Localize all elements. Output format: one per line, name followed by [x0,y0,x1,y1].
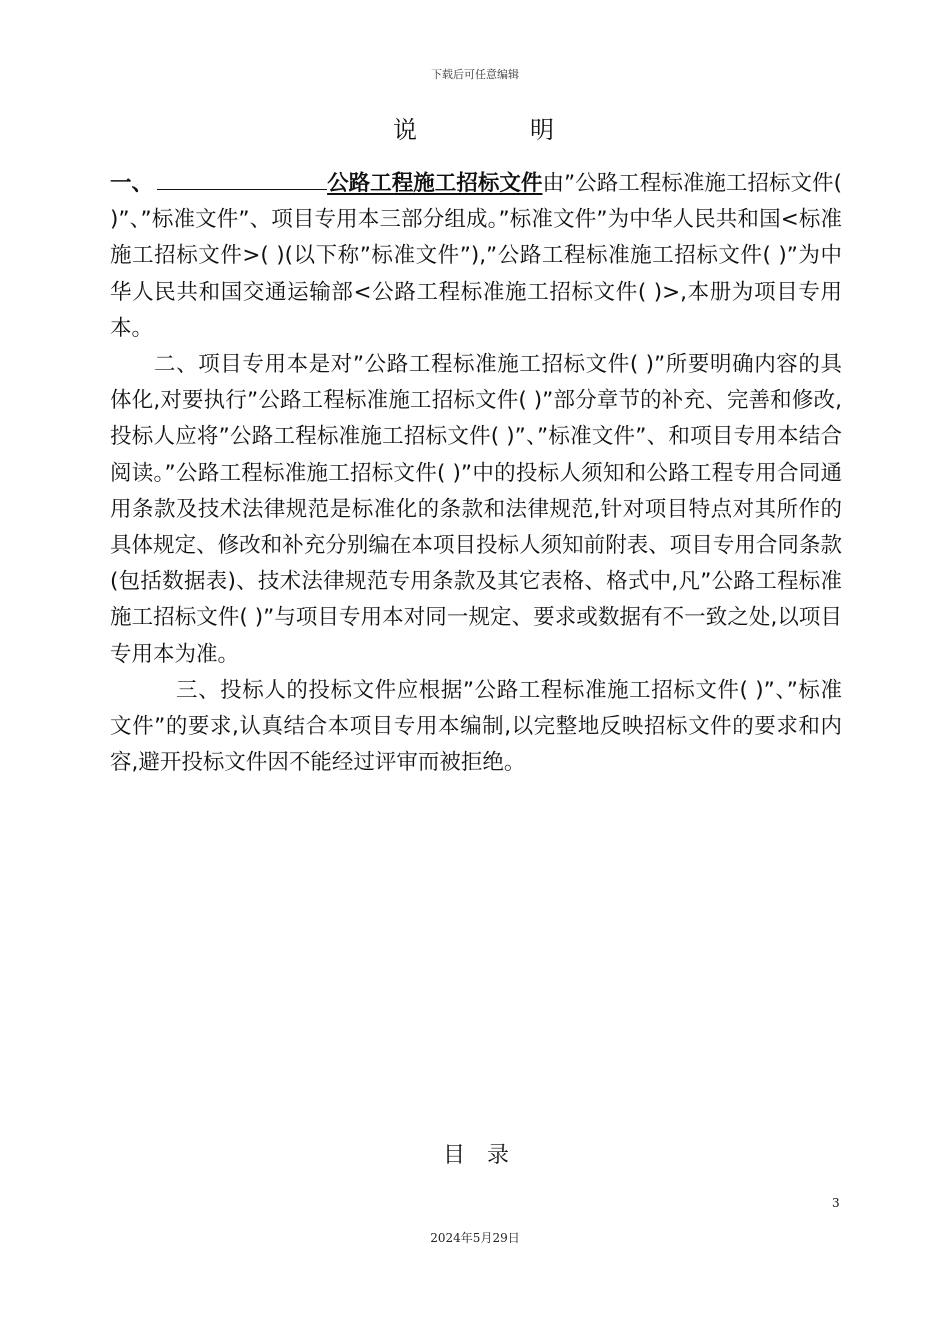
toc-title-char-2: 录 [487,1143,510,1168]
toc-title-char-1: 目 [443,1143,466,1168]
paragraph-1-text: 由”公路工程标准施工招标文件( )”、”标准文件”、项目专用本三部分组成。”标准文件”为中华人民共和国<标准施工招标文件>( )(以下称”标准文件”),”公路工程标准施工招标文件( )”为中华人民共和国交通运输部<公路工程标准施工招标文件( )>,本册为项目专用本。 [110,171,842,341]
document-body [110,166,842,781]
paragraph-1-doc-name: 公路工程施工招标文件 [327,171,543,196]
fill-in-blank-line [157,169,327,190]
paragraph-1-number: 一、 [110,171,154,196]
page-number: 3 [832,1196,840,1210]
paragraph-1 [110,166,842,347]
page-title-char-1: 说 [393,116,417,144]
paragraph-2: 二、项目专用本是对”公路工程标准施工招标文件( )”所要明确内容的具体化,对要执行”公路工程标准施工招标文件( )”部分章节的补充、完善和修改,投标人应将”公路工程标准施工招标文件( )”、”标准文件”、和项目专用本结合阅读。”公路工程标准施工招标文件( )”中的投标人须知和公路工程专用合同通用条款及技术法律规范是标准化的条款和法律规范,针对项目特点对其所作的具体规定、修改和补充分别编在本项目投标人须知前附表、项目专用合同条款(包括数据表)、技术法律规范专用条款及其它表格、格式中,凡”公路工程标准施工招标文件( )”与项目专用本对同一规定、要求或数据有不一致之处,以项目专用本为准。 [110,352,842,667]
paragraph-3: 三、投标人的投标文件应根据”公路工程标准施工招标文件( )”、”标准文件”的要求,认真结合本项目专用本编制,以完整地反映招标文件的要求和内容,避开投标文件因不能经过评审而被拒绝。 [110,677,842,776]
header-note: 下载后可任意编辑 [431,68,519,81]
footer-date: 2024年5月29日 [430,1231,520,1245]
page-title-char-2: 明 [530,116,554,144]
